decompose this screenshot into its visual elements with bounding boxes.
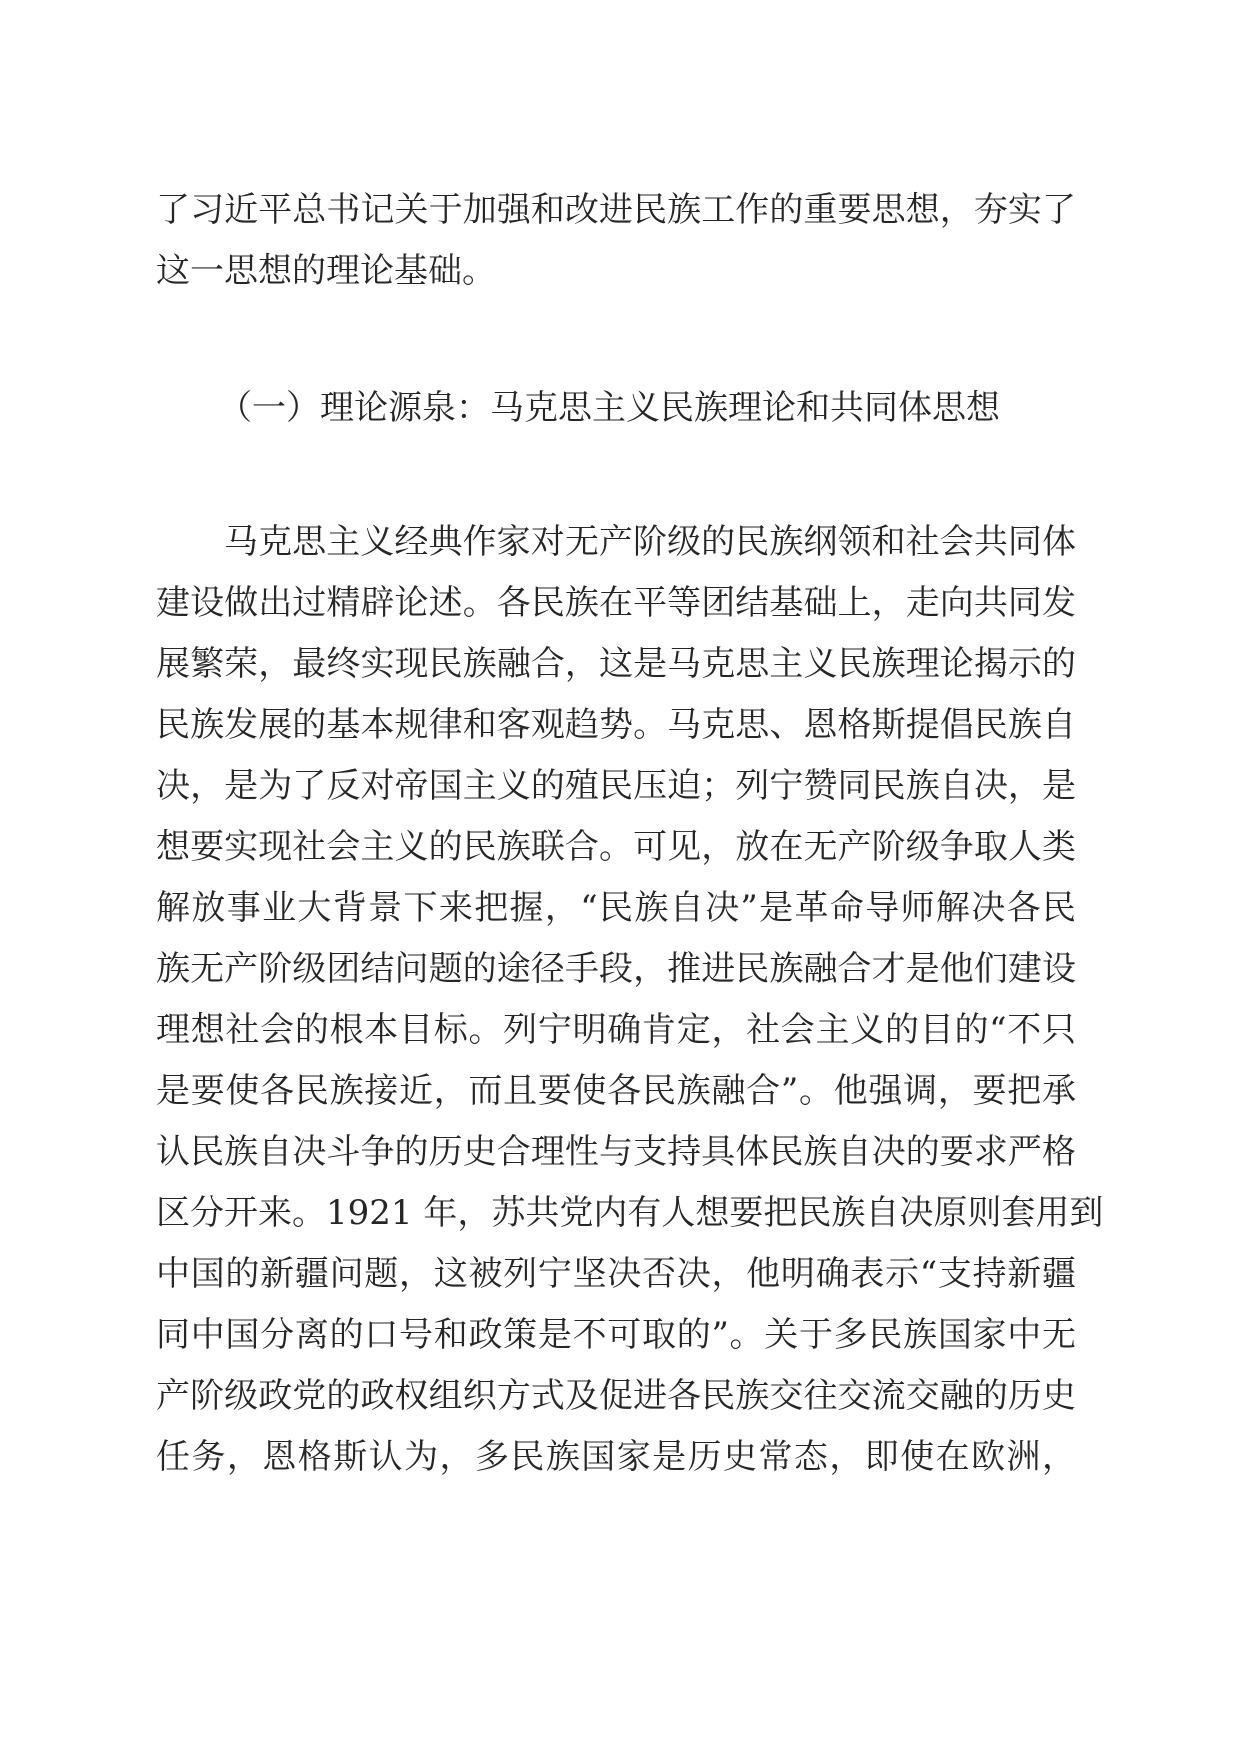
text-line: 民族发展的基本规律和客观趋势。马克思、恩格斯提倡民族自 bbox=[156, 705, 1076, 745]
text-line: 这一思想的理论基础。 bbox=[156, 251, 496, 291]
text-line: 展繁荣，最终实现民族融合，这是马克思主义民族理论揭示的 bbox=[156, 644, 1076, 684]
intro-paragraph bbox=[156, 180, 1076, 302]
text-line: 解放事业大背景下来把握，“民族自决”是革命导师解决各民 bbox=[156, 888, 1076, 928]
text-line: 理想社会的根本目标。列宁明确肯定，社会主义的目的“不只 bbox=[156, 1010, 1076, 1050]
section-heading bbox=[218, 378, 1078, 439]
text-line: 建设做出过精辟论述。各民族在平等团结基础上，走向共同发 bbox=[156, 583, 1076, 623]
text-line: 认民族自决斗争的历史合理性与支持具体民族自决的要求严格 bbox=[156, 1132, 1076, 1172]
text-line: 族无产阶级团结问题的途径手段，推进民族融合才是他们建设 bbox=[156, 949, 1076, 989]
text-line: 决，是为了反对帝国主义的殖民压迫；列宁赞同民族自决，是 bbox=[156, 766, 1076, 806]
text-line: 同中国分离的口号和政策是不可取的”。关于多民族国家中无 bbox=[156, 1315, 1076, 1355]
text-line: 中国的新疆问题，这被列宁坚决否决，他明确表示“支持新疆 bbox=[156, 1254, 1076, 1294]
text-line: 任务，恩格斯认为，多民族国家是历史常态，即使在欧洲， bbox=[156, 1437, 1076, 1477]
text-line: 想要实现社会主义的民族联合。可见，放在无产阶级争取人类 bbox=[156, 827, 1076, 867]
text-line: 马克思主义经典作家对无产阶级的民族纲领和社会共同体 bbox=[224, 522, 1076, 562]
section-heading-text: （一）理论源泉：马克思主义民族理论和共同体思想 bbox=[218, 388, 1000, 428]
body-paragraph bbox=[156, 512, 1104, 1488]
text-line: 产阶级政党的政权组织方式及促进各民族交往交流交融的历史 bbox=[156, 1376, 1076, 1416]
text-line: 区分开来。1921 年，苏共党内有人想要把民族自决原则套用到 bbox=[156, 1193, 1104, 1233]
text-line: 是要使各民族接近，而且要使各民族融合”。他强调，要把承 bbox=[156, 1071, 1076, 1111]
text-line: 了习近平总书记关于加强和改进民族工作的重要思想，夯实了 bbox=[156, 190, 1076, 230]
